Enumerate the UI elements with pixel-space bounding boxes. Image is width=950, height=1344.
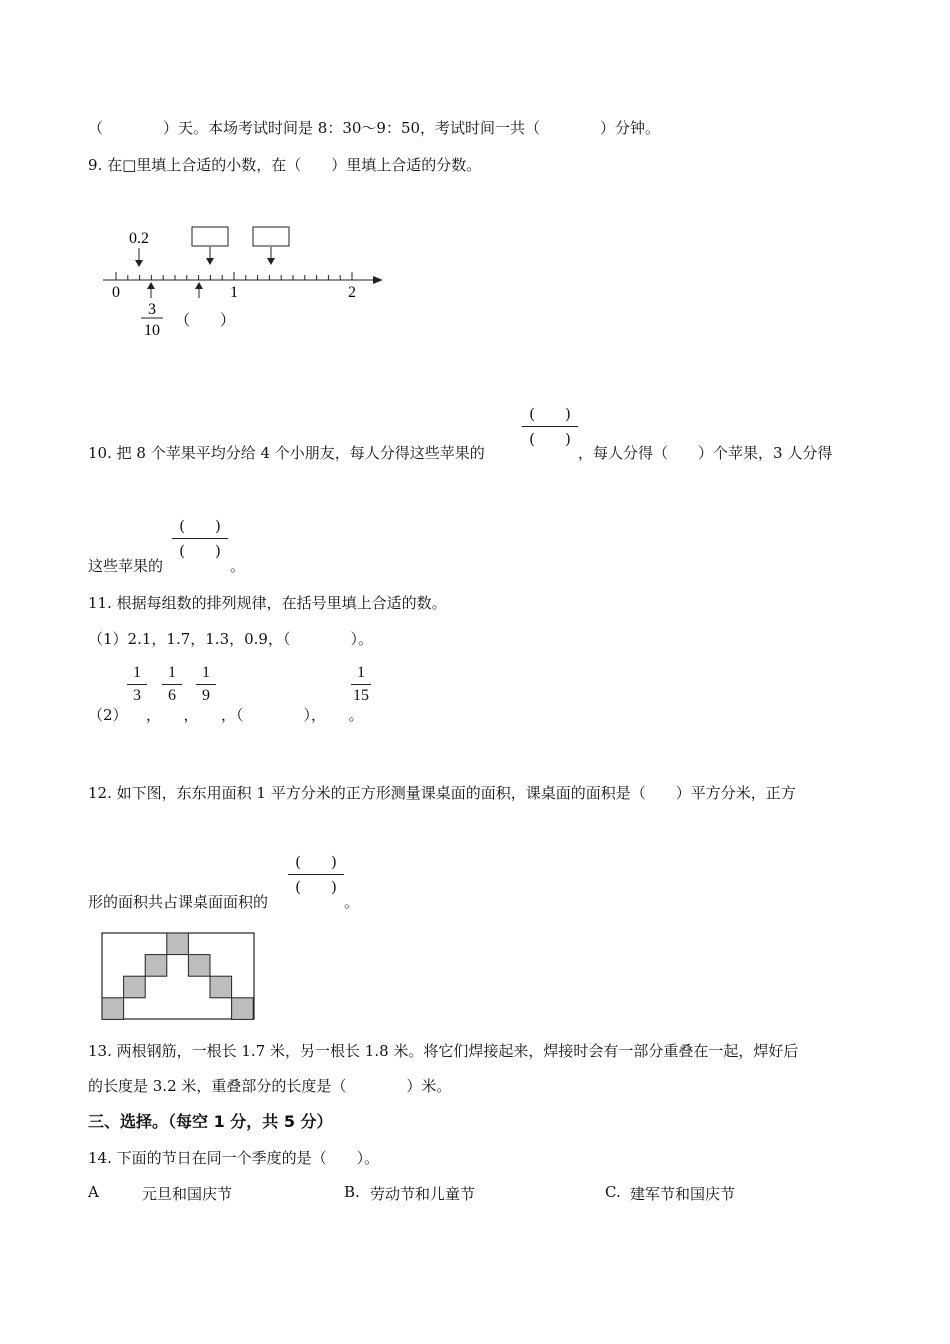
fraction-numerator: 3 — [148, 301, 156, 318]
q10-blank-fraction-2[interactable]: ( ) ( ) — [172, 516, 228, 561]
decimal-box-2[interactable] — [253, 227, 289, 246]
q14-option-a-letter[interactable]: A — [88, 1183, 99, 1201]
q12-line2-a: 形的面积共占课桌面面积的 — [88, 893, 269, 911]
q14-option-b-letter[interactable]: B. — [344, 1183, 360, 1201]
q10-line1-a: 10. 把 8 个苹果平均分给 4 个小朋友，每人分得这些苹果的 — [88, 444, 485, 462]
fraction-denominator: 10 — [144, 322, 160, 339]
gray-unit-square — [124, 976, 146, 998]
q11-fraction-1-3: 1 3 — [125, 664, 149, 705]
desk-grid-figure — [101, 932, 257, 1022]
q14-option-c-letter[interactable]: C. — [605, 1183, 621, 1201]
q13-line1: 13. 两根钢筋，一根长 1.7 米，另一根长 1.8 米。将它们焊接起来，焊接时会有一部分重叠在一起，焊好后 — [88, 1042, 799, 1060]
q13-line2: 的长度是 3.2 米，重叠部分的长度是（ ）米。 — [88, 1077, 452, 1095]
gray-unit-square — [188, 955, 210, 977]
q11-part1: （1）2.1，1.7，1.3，0.9，（ ）。 — [88, 630, 373, 648]
q11-title: 11. 根据每组数的排列规律，在括号里填上合适的数。 — [88, 594, 447, 612]
tick-label-0: 0 — [112, 284, 120, 301]
section-3-title: 三、选择。（每空 1 分，共 5 分） — [88, 1112, 333, 1131]
q10-line1-b: ，每人分得（ ）个苹果，3 人分得 — [578, 444, 833, 462]
gray-unit-square — [167, 933, 189, 955]
number-line-figure — [95, 222, 395, 342]
q12-line1: 12. 如下图，东东用面积 1 平方分米的正方形测量课桌面的面积，课桌面的面积是（ ）平方分米，正方 — [88, 784, 796, 802]
gray-unit-square — [232, 998, 254, 1020]
q14-option-a-text[interactable]: 元旦和国庆节 — [142, 1185, 233, 1203]
fraction-paren-blank: （ ） — [175, 313, 236, 329]
q11-fraction-1-9: 1 9 — [194, 664, 218, 705]
q10-line2-b: 。 — [230, 557, 246, 575]
q14-text: 14. 下面的节日在同一个季度的是（ ）。 — [88, 1149, 380, 1167]
tick-label-2: 2 — [348, 284, 356, 301]
q11-fraction-1-6: 1 6 — [160, 664, 184, 705]
gray-unit-square — [145, 955, 167, 977]
q14-option-b-text[interactable]: 劳动节和儿童节 — [370, 1185, 476, 1203]
q10-line2-a: 这些苹果的 — [88, 557, 164, 575]
q9-text: 9. 在□里填上合适的小数，在（ ）里填上合适的分数。 — [88, 156, 482, 174]
q11-part2-label: （2） — [88, 706, 128, 724]
q10-blank-fraction-1[interactable]: ( ) ( ) — [522, 404, 578, 449]
q12-blank-fraction[interactable]: ( ) ( ) — [288, 852, 344, 897]
gray-unit-square — [210, 976, 232, 998]
q14-option-c-text[interactable]: 建军节和国庆节 — [630, 1185, 736, 1203]
tick-label-1: 1 — [230, 284, 238, 301]
number-line-top-label: 0.2 — [129, 230, 149, 247]
q11-fraction-1-15: 1 15 — [353, 664, 369, 704]
q12-line2-b: 。 — [344, 893, 360, 911]
q11-part2-tail: ， ， ，（ ）， 。 — [146, 706, 364, 724]
decimal-box-1[interactable] — [192, 227, 228, 246]
q8-continuation: （ ）天。本场考试时间是 8：30～9：50，考试时间一共（ ）分钟。 — [88, 119, 661, 137]
gray-unit-square — [102, 998, 124, 1020]
